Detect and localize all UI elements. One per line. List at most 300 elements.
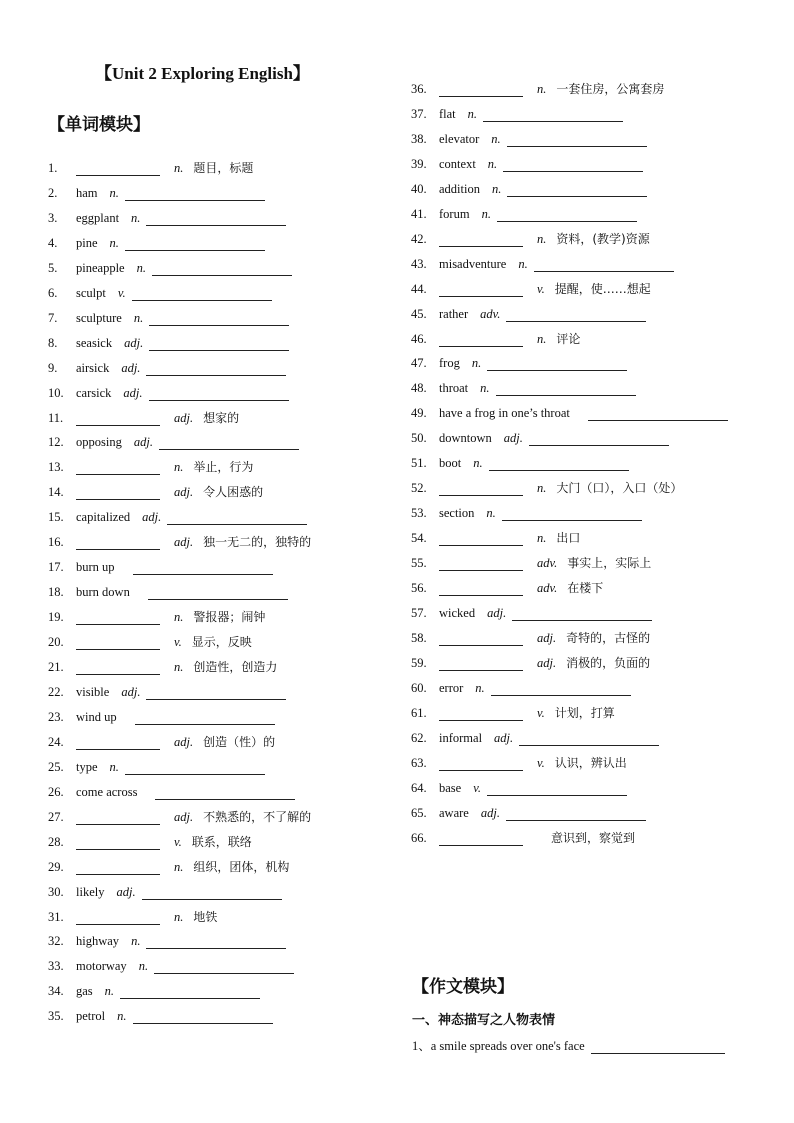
answer-blank[interactable]: [76, 460, 160, 475]
answer-blank[interactable]: [439, 831, 523, 846]
vocab-item: [48, 306, 289, 326]
vocab-item: [48, 231, 265, 251]
vocab-word: likely: [76, 884, 105, 899]
item-number: 47.: [411, 356, 427, 371]
item-number: 24.: [48, 734, 64, 749]
answer-blank[interactable]: [439, 556, 523, 571]
part-of-speech: adj.: [487, 605, 507, 620]
part-of-speech: adj.: [537, 655, 557, 670]
answer-blank[interactable]: [439, 232, 523, 247]
item-number: 20.: [48, 635, 64, 650]
vocab-word: informal: [439, 730, 483, 745]
part-of-speech: n.: [487, 156, 498, 171]
part-of-speech: n.: [174, 161, 184, 175]
vocab-word: sculpt: [76, 285, 106, 300]
part-of-speech: n.: [471, 356, 482, 371]
item-number: 27.: [48, 809, 64, 824]
meaning-text: 消极的，负面的: [566, 655, 651, 670]
item-number: 12.: [48, 435, 64, 450]
part-of-speech: v.: [473, 780, 481, 795]
vocab-word: petrol: [76, 1009, 106, 1024]
vocab-item: [48, 281, 272, 301]
part-of-speech: adj.: [174, 535, 194, 550]
meaning-text: 大门（口），入口（处）: [556, 481, 683, 496]
part-of-speech: n.: [537, 231, 547, 246]
part-of-speech: n.: [138, 959, 149, 974]
answer-blank[interactable]: [167, 510, 307, 525]
vocab-item: [48, 830, 252, 850]
vocab-item: [48, 855, 289, 875]
meaning-text: 在楼下: [567, 581, 604, 595]
vocab-item: [48, 680, 286, 700]
vocab-item: [48, 530, 311, 550]
writing-item: [412, 1036, 725, 1054]
answer-blank[interactable]: [125, 760, 265, 775]
answer-blank[interactable]: [146, 934, 286, 949]
part-of-speech: adj.: [121, 360, 141, 375]
answer-blank[interactable]: [125, 186, 265, 201]
item-number: 57.: [411, 605, 427, 620]
part-of-speech: n.: [518, 256, 528, 271]
vocab-item: [48, 555, 273, 575]
part-of-speech: adj.: [133, 435, 153, 450]
item-number: 48.: [411, 381, 427, 396]
item-number: 56.: [411, 581, 427, 595]
item-number: 54.: [411, 531, 427, 546]
meaning-text: 计划，打算: [554, 705, 615, 720]
part-of-speech: adj.: [480, 805, 500, 820]
answer-blank[interactable]: [135, 710, 275, 725]
answer-blank[interactable]: [132, 286, 272, 301]
answer-blank[interactable]: [507, 182, 647, 197]
vocab-item: [411, 751, 627, 771]
meaning-text: 创造性，创造力: [193, 660, 278, 674]
part-of-speech: v.: [117, 285, 126, 300]
vocab-item: [48, 480, 263, 500]
answer-blank[interactable]: [155, 785, 295, 800]
part-of-speech: n.: [131, 210, 141, 225]
vocab-word: burn down: [76, 585, 130, 600]
part-of-speech: v.: [174, 635, 182, 650]
vocab-word: addition: [439, 181, 480, 196]
part-of-speech: n.: [109, 235, 119, 250]
answer-blank[interactable]: [439, 481, 523, 496]
vocab-item: [411, 551, 651, 571]
vocab-word: visible: [76, 684, 110, 699]
part-of-speech: adj.: [174, 734, 194, 749]
answer-blank[interactable]: [496, 381, 636, 396]
vocab-item: [48, 156, 253, 176]
item-number: 38.: [411, 131, 427, 146]
answer-blank[interactable]: [154, 959, 294, 974]
item-number: 13.: [48, 460, 64, 475]
item-number: 25.: [48, 759, 64, 774]
item-number: 44.: [411, 281, 427, 296]
answer-blank[interactable]: [439, 581, 523, 596]
item-number: 37.: [411, 106, 427, 121]
vocab-word: come across: [76, 784, 138, 799]
vocab-item: [48, 1004, 273, 1024]
part-of-speech: n.: [491, 131, 501, 146]
meaning-text: 独一无二的，独特的: [203, 535, 312, 550]
part-of-speech: n.: [486, 506, 496, 521]
answer-blank[interactable]: [591, 1039, 725, 1054]
vocab-word: ham: [76, 185, 98, 200]
vocab-item: [411, 227, 650, 247]
meaning-text: 想家的: [203, 410, 240, 425]
vocab-item: [411, 676, 631, 696]
meaning-text: 认识，辨认出: [554, 755, 627, 770]
meaning-text: 出口: [556, 531, 581, 546]
item-number: 8.: [48, 335, 58, 350]
answer-blank[interactable]: [506, 806, 646, 821]
vocab-word: wind up: [76, 709, 117, 724]
vocab-word: misadventure: [439, 256, 507, 271]
answer-blank[interactable]: [76, 735, 160, 750]
part-of-speech: n.: [481, 206, 491, 221]
part-of-speech: n.: [133, 310, 144, 325]
item-number: 39.: [411, 156, 427, 171]
part-of-speech: v.: [537, 705, 545, 720]
item-number: 17.: [48, 560, 64, 575]
answer-blank[interactable]: [149, 311, 289, 326]
vocab-word: boot: [439, 456, 462, 471]
item-number: 6.: [48, 285, 58, 300]
vocab-item: [411, 177, 647, 197]
item-number: 18.: [48, 585, 64, 600]
meaning-text: 举止，行为: [193, 460, 254, 475]
item-number: 30.: [48, 884, 64, 899]
part-of-speech: n.: [109, 185, 119, 200]
part-of-speech: n.: [174, 859, 184, 874]
part-of-speech: adj.: [537, 630, 557, 645]
meaning-text: 警报器；闹钟: [193, 610, 266, 625]
item-number: 16.: [48, 535, 64, 550]
vocab-word: elevator: [439, 131, 480, 146]
item-number: 10.: [48, 385, 64, 400]
vocab-word: capitalized: [76, 510, 131, 525]
part-of-speech: adv.: [480, 306, 501, 321]
meaning-text: 显示，反映: [191, 635, 252, 650]
vocab-item: [48, 730, 275, 750]
vocab-item: [411, 351, 627, 371]
answer-blank[interactable]: [133, 560, 273, 575]
vocab-word: eggplant: [76, 210, 120, 225]
meaning-text: 联系，联络: [191, 834, 252, 849]
answer-blank[interactable]: [148, 585, 288, 600]
vocab-word: motorway: [76, 959, 127, 974]
answer-blank[interactable]: [439, 706, 523, 721]
answer-blank[interactable]: [483, 107, 623, 122]
vocab-item: [411, 801, 646, 821]
part-of-speech: n.: [174, 460, 184, 475]
answer-blank[interactable]: [439, 656, 523, 671]
part-of-speech: n.: [104, 984, 115, 999]
answer-blank[interactable]: [76, 535, 160, 550]
part-of-speech: n.: [109, 759, 119, 774]
vocab-word: rather: [439, 306, 469, 321]
item-number: 42.: [411, 231, 427, 246]
meaning-text: 奇特的，古怪的: [566, 630, 651, 645]
vocab-item: [411, 501, 642, 521]
answer-blank[interactable]: [76, 635, 160, 650]
vocab-word: base: [439, 780, 462, 795]
vocab-item: [411, 526, 580, 546]
vocab-item: [48, 979, 260, 999]
answer-blank[interactable]: [146, 361, 286, 376]
meaning-text: 一套住房，公寓套房: [556, 82, 665, 96]
vocab-item: [411, 651, 650, 671]
vocab-item: [411, 601, 652, 621]
item-number: 31.: [48, 909, 64, 924]
item-number: 23.: [48, 709, 64, 724]
part-of-speech: adj.: [121, 684, 141, 699]
vocab-item: [411, 152, 643, 172]
vocab-item: [48, 406, 239, 426]
vocab-item: [48, 905, 217, 925]
answer-blank[interactable]: [159, 435, 299, 450]
answer-blank[interactable]: [76, 610, 160, 625]
vocab-item: [411, 701, 615, 721]
vocab-word: seasick: [76, 335, 113, 350]
vocab-item: [48, 954, 294, 974]
answer-blank[interactable]: [439, 756, 523, 771]
meaning-text: 事实上，实际上: [567, 556, 652, 571]
answer-blank[interactable]: [489, 456, 629, 471]
vocab-item: [48, 430, 299, 450]
vocab-item: [48, 605, 265, 625]
part-of-speech: n.: [475, 680, 485, 695]
part-of-speech: adj.: [142, 510, 162, 525]
part-of-speech: n.: [467, 106, 478, 121]
answer-blank[interactable]: [491, 681, 631, 696]
part-of-speech: n.: [131, 934, 141, 949]
meaning-text: 创造（性）的: [203, 734, 276, 749]
part-of-speech: n.: [117, 1009, 127, 1024]
part-of-speech: n.: [537, 531, 547, 546]
vocab-word: frog: [439, 356, 460, 371]
part-of-speech: v.: [174, 834, 182, 849]
item-number: 51.: [411, 456, 427, 471]
answer-blank[interactable]: [76, 660, 160, 675]
answer-blank[interactable]: [503, 157, 643, 172]
vocab-item: [411, 376, 636, 396]
part-of-speech: v.: [537, 281, 545, 296]
document-title: 【Unit 2 Exploring English】: [95, 64, 310, 83]
item-number: 36.: [411, 82, 427, 96]
meaning-text: 评论: [556, 331, 581, 346]
vocab-item: [48, 880, 282, 900]
answer-blank[interactable]: [149, 386, 289, 401]
answer-blank[interactable]: [142, 885, 282, 900]
vocab-word: sculpture: [76, 310, 122, 325]
vocab-item: [411, 826, 635, 846]
item-number: 7.: [48, 310, 58, 325]
item-number: 61.: [411, 705, 427, 720]
writing-subheading: 一、神态描写之人物表情: [412, 1013, 556, 1028]
answer-blank[interactable]: [76, 910, 160, 925]
item-number: 4.: [48, 235, 58, 250]
vocab-item: [48, 929, 286, 949]
answer-blank[interactable]: [497, 207, 637, 222]
item-number: 40.: [411, 181, 427, 196]
answer-blank[interactable]: [506, 307, 646, 322]
item-number: 35.: [48, 1009, 64, 1024]
answer-blank[interactable]: [76, 411, 160, 426]
part-of-speech: adj.: [494, 730, 514, 745]
part-of-speech: adj.: [124, 335, 144, 350]
item-number: 21.: [48, 660, 64, 674]
meaning-text: 不熟悉的，不了解的: [203, 809, 312, 824]
answer-blank[interactable]: [76, 485, 160, 500]
answer-blank[interactable]: [519, 731, 659, 746]
item-number: 45.: [411, 306, 427, 321]
answer-blank[interactable]: [502, 506, 642, 521]
meaning-text: 令人困惑的: [203, 485, 264, 500]
vocab-item: [48, 356, 286, 376]
vocab-item: [411, 451, 629, 471]
vocab-item: [411, 476, 682, 496]
item-number: 5.: [48, 260, 58, 275]
part-of-speech: n.: [537, 481, 547, 496]
meaning-text: 地铁: [193, 909, 218, 924]
vocab-item: [411, 576, 603, 596]
item-number: 2.: [48, 185, 58, 200]
answer-blank[interactable]: [439, 531, 523, 546]
writing-sentence: 1、a smile spreads over one's face: [412, 1039, 585, 1053]
answer-blank[interactable]: [534, 257, 674, 272]
item-number: 59.: [411, 655, 427, 670]
vocab-item: [411, 202, 637, 222]
vocab-item: [48, 580, 288, 600]
meaning-text: 题目，标题: [193, 161, 254, 175]
vocab-item: [48, 455, 253, 475]
vocab-item: [48, 655, 277, 675]
item-number: 66.: [411, 830, 427, 845]
answer-blank[interactable]: [439, 82, 523, 97]
item-number: 46.: [411, 331, 427, 346]
vocab-word: carsick: [76, 385, 112, 400]
answer-blank[interactable]: [487, 356, 627, 371]
item-number: 58.: [411, 630, 427, 645]
answer-blank[interactable]: [133, 1009, 273, 1024]
vocab-item: [411, 127, 647, 147]
meaning-text: 组织，团体，机构: [193, 859, 290, 874]
vocab-item: [48, 780, 295, 800]
vocab-word: airsick: [76, 360, 110, 375]
item-number: 60.: [411, 680, 427, 695]
part-of-speech: n.: [174, 660, 184, 674]
vocab-item: [411, 302, 646, 322]
writing-heading: 【作文模块】: [412, 977, 514, 997]
vocab-word: downtown: [439, 431, 492, 446]
answer-blank[interactable]: [120, 984, 260, 999]
item-number: 33.: [48, 959, 64, 974]
item-number: 3.: [48, 210, 58, 225]
vocab-item: [411, 426, 669, 446]
part-of-speech: adj.: [123, 385, 143, 400]
item-number: 55.: [411, 556, 427, 571]
answer-blank[interactable]: [487, 781, 627, 796]
vocab-word: error: [439, 680, 464, 695]
part-of-speech: n.: [174, 909, 184, 924]
answer-blank[interactable]: [529, 431, 669, 446]
item-number: 62.: [411, 730, 427, 745]
vocab-item: [48, 381, 289, 401]
vocab-word: wicked: [439, 605, 476, 620]
item-number: 26.: [48, 784, 64, 799]
answer-blank[interactable]: [76, 835, 160, 850]
part-of-speech: n.: [537, 82, 547, 96]
vocab-word: type: [76, 759, 98, 774]
vocab-word: throat: [439, 381, 469, 396]
answer-blank[interactable]: [439, 282, 523, 297]
answer-blank[interactable]: [146, 685, 286, 700]
vocab-item: [411, 277, 651, 297]
answer-blank[interactable]: [439, 332, 523, 347]
item-number: 41.: [411, 206, 427, 221]
part-of-speech: adj.: [174, 485, 194, 500]
part-of-speech: adj.: [116, 884, 136, 899]
answer-blank[interactable]: [512, 606, 652, 621]
answer-blank[interactable]: [125, 236, 265, 251]
vocab-word: gas: [76, 984, 93, 999]
item-number: 63.: [411, 755, 427, 770]
vocab-item: [48, 755, 265, 775]
item-number: 1.: [48, 161, 58, 175]
part-of-speech: n.: [480, 381, 490, 396]
vocab-item: [411, 102, 623, 122]
meaning-text: 意识到，察觉到: [551, 830, 636, 845]
answer-blank[interactable]: [76, 161, 160, 176]
answer-blank[interactable]: [149, 336, 289, 351]
vocab-word: flat: [439, 106, 456, 121]
answer-blank[interactable]: [507, 132, 647, 147]
vocab-item: [411, 776, 627, 796]
vocab-item: [48, 630, 252, 650]
item-number: 14.: [48, 485, 64, 500]
answer-blank[interactable]: [146, 211, 286, 226]
part-of-speech: n.: [537, 331, 547, 346]
part-of-speech: n.: [136, 260, 146, 275]
answer-blank[interactable]: [76, 860, 160, 875]
vocab-item: [411, 252, 674, 272]
vocab-word: burn up: [76, 560, 115, 575]
answer-blank[interactable]: [76, 810, 160, 825]
answer-blank[interactable]: [588, 406, 728, 421]
vocab-word: pineapple: [76, 260, 125, 275]
vocab-word: highway: [76, 934, 120, 949]
meaning-text: 提醒，使……想起: [554, 281, 651, 296]
item-number: 43.: [411, 256, 427, 271]
vocab-item: [48, 256, 292, 276]
vocab-item: [411, 626, 650, 646]
part-of-speech: adj.: [174, 410, 194, 425]
part-of-speech: n.: [473, 456, 483, 471]
item-number: 64.: [411, 780, 427, 795]
part-of-speech: n.: [174, 610, 184, 625]
vocab-item: [48, 206, 286, 226]
answer-blank[interactable]: [439, 631, 523, 646]
part-of-speech: v.: [537, 755, 545, 770]
part-of-speech: adv.: [537, 581, 558, 595]
vocab-word: pine: [76, 235, 98, 250]
answer-blank[interactable]: [152, 261, 292, 276]
vocab-item: [411, 77, 664, 97]
part-of-speech: adj.: [174, 809, 194, 824]
vocab-item: [48, 331, 289, 351]
vocab-item: [48, 505, 307, 525]
